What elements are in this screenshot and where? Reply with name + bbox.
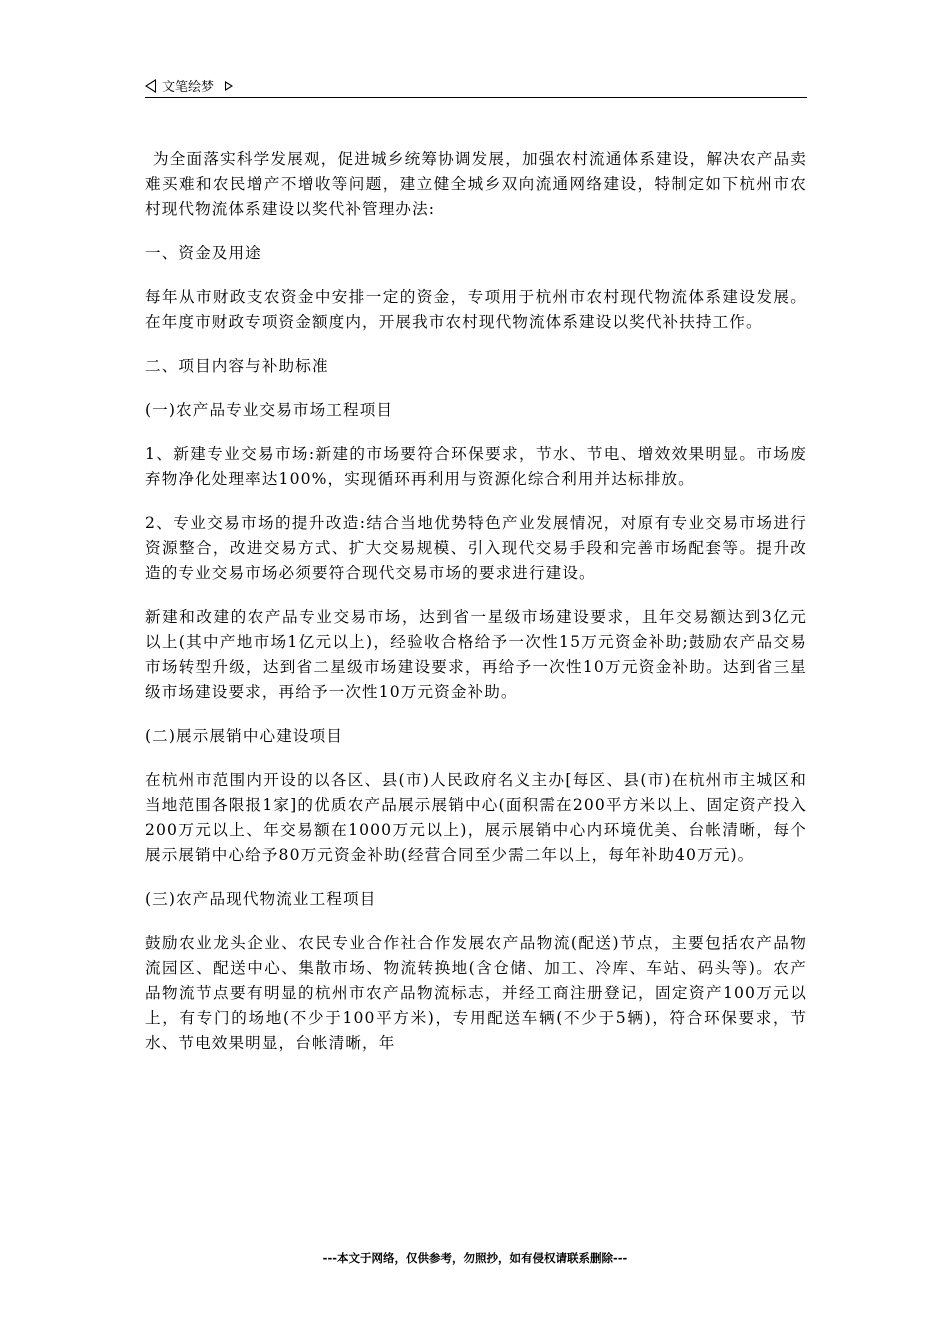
triangle-left-icon bbox=[145, 79, 156, 93]
section-heading-projects: 二、项目内容与补助标准 bbox=[145, 357, 329, 375]
header-brand bbox=[145, 76, 807, 95]
triangle-right-icon bbox=[225, 81, 233, 91]
page-footer: ---本文于网络，仅供参考，勿照抄，如有侵权请联系删除--- bbox=[322, 1251, 628, 1265]
paragraph-market-subsidy: 新建和改建的农产品专业交易市场，达到省一星级市场建设要求，且年交易额达到3亿元以上(其中产地市场1亿元以上)，经验收合格给予一次性15万元资金补助;鼓励农产品交易市场转型升级，达到省二星级市场建设要求，再给予一次性10万元资金补助。达到省三星级市场建设要求，再给予一次性10万元资金补助。 bbox=[145, 608, 807, 701]
subheading-market-project: (一)农产品专业交易市场工程项目 bbox=[145, 401, 394, 419]
intro-paragraph: 为全面落实科学发展观，促进城乡统筹协调发展，加强农村流通体系建设，解决农产品卖难买难和农民增产不增收等问题，建立健全城乡双向流通网络建设，特制定如下杭州市农村现代物流体系建设以奖代补管理办法: bbox=[145, 150, 807, 218]
paragraph-funds: 每年从市财政支农资金中安排一定的资金，专项用于杭州市农村现代物流体系建设发展。在年度市财政专项资金额度内，开展我市农村现代物流体系建设以奖代补扶持工作。 bbox=[145, 288, 807, 331]
paragraph-market-upgrade: 2、专业交易市场的提升改造:结合当地优势特色产业发展情况，对原有专业交易市场进行资源整合，改进交易方式、扩大交易规模、引入现代交易手段和完善市场配套等。提升改造的专业交易市场必须要符合现代交易市场的要求进行建设。 bbox=[145, 514, 807, 582]
header-divider bbox=[145, 97, 807, 98]
paragraph-logistics: 鼓励农业龙头企业、农民专业合作社合作发展农产品物流(配送)节点，主要包括农产品物流园区、配送中心、集散市场、物流转换地(含仓储、加工、冷库、车站、码头等)。农产品物流节点要有明显的杭州市农产品物流标志，并经工商注册登记，固定资产100万元以上，有专门的场地(不少于100平方米)，专用配送车辆(不少于5辆)，符合环保要求，节水、节电效果明显，台帐清晰，年 bbox=[145, 934, 807, 1052]
paragraph-exhibition-center: 在杭州市范围内开设的以各区、县(市)人民政府名义主办[每区、县(市)在杭州市主城区和当地范围各限报1家]的优质农产品展示展销中心(面积需在200平方米以上、固定资产投入200万元以上、年交易额在1000万元以上)，展示展销中心内环境优美、台帐清晰，每个展示展销中心给予80万元资金补助(经营合同至少需二年以上，每年补助40万元)。 bbox=[145, 771, 807, 864]
subheading-logistics-project: (三)农产品现代物流业工程项目 bbox=[145, 890, 377, 908]
header-title: 文笔绘梦 bbox=[162, 80, 215, 95]
document-body bbox=[145, 147, 807, 1075]
section-heading-funds: 一、资金及用途 bbox=[145, 244, 262, 262]
page-header bbox=[145, 76, 807, 98]
paragraph-new-market: 1、新建专业交易市场:新建的市场要符合环保要求，节水、节电、增效效果明显。市场废弃物净化处理率达100%，实现循环再利用与资源化综合利用并达标排放。 bbox=[145, 445, 807, 488]
subheading-exhibition-center: (二)展示展销中心建设项目 bbox=[145, 727, 343, 745]
